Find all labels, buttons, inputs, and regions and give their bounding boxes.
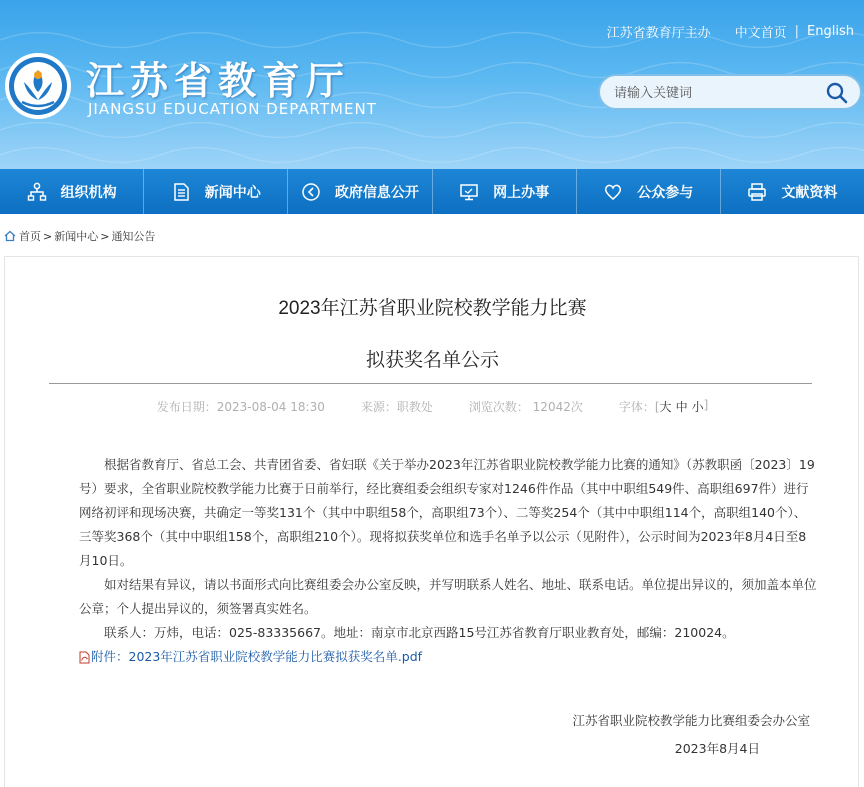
article-title-line1: 2023年江苏省职业院校教学能力比赛 — [278, 298, 587, 319]
pdf-file-icon — [79, 651, 90, 664]
heart-icon — [603, 182, 623, 202]
org-chart-icon — [27, 182, 47, 202]
nav-item-news[interactable] — [144, 169, 288, 214]
nav-item-label: 组织机构 — [60, 184, 117, 201]
chinese-home-link[interactable]: 中文首页 — [734, 26, 787, 41]
monitor-icon — [459, 182, 479, 202]
nav-item-organization[interactable] — [0, 169, 144, 214]
nav-item-online-services[interactable] — [433, 169, 577, 214]
breadcrumb-news-center[interactable]: 新闻中心 — [54, 230, 99, 243]
font-size-label: 字体：[ — [618, 400, 660, 414]
nav-item-label: 文献资料 — [781, 184, 838, 201]
breadcrumb — [4, 228, 155, 244]
title-divider — [49, 383, 812, 384]
top-links — [607, 22, 854, 41]
article-paragraph: 联系人：万炜，电话：025-83335667。地址：南京市北京西路15号江苏省教育厅职业教育处，邮编：210024。 — [79, 625, 735, 640]
font-size-large-button[interactable]: 大 — [659, 400, 672, 414]
nav-item-label: 政府信息公开 — [334, 184, 419, 201]
attachment-link[interactable] — [79, 645, 817, 669]
article-source: 来源：职教处 — [360, 400, 433, 414]
main-nav — [0, 169, 864, 214]
breadcrumb-home[interactable]: 首页 — [19, 230, 41, 243]
publish-date: 发布日期：2023-08-04 18:30 — [156, 400, 325, 414]
signature-date: 2023年8月4日 — [674, 741, 760, 756]
site-header — [0, 0, 864, 169]
search-input[interactable] — [614, 83, 814, 103]
article-meta — [5, 398, 860, 415]
nav-item-public-participation[interactable] — [577, 169, 721, 214]
home-icon — [4, 230, 16, 242]
breadcrumb-separator: > — [43, 229, 53, 243]
article-paragraph: 根据省教育厅、省总工会、共青团省委、省妇联《关于举办2023年江苏省职业院校教学能力比赛的通知》（苏教职函〔2023〕19号）要求，全省职业院校教学能力比赛于日前举行，经比赛组委会组织专家对1246件作品（其中中职组549件、高职组697件）进行网络初评和现场决赛，共确定一等奖131个（其中中职组58个，高职组73个）、二等奖254个（其中中职组114个，高职组140个）、三等奖368个（其中中职组158个，高职组210个）。现将拟获奖单位和选手名单予以公示（见附件），公示时间为2023年8月4日至8月10日。 — [79, 457, 815, 568]
site-logo-title[interactable]: 江苏省教育厅 — [86, 58, 351, 103]
font-size-small-button[interactable]: 小 — [691, 400, 704, 414]
search-icon[interactable] — [826, 82, 848, 104]
breadcrumb-separator: > — [100, 229, 110, 243]
english-link[interactable]: English — [807, 24, 854, 39]
lang-separator: | — [794, 24, 800, 39]
nav-item-documents[interactable] — [721, 169, 864, 214]
search-box — [598, 74, 862, 110]
attachment-link-text[interactable]: 附件：2023年江苏省职业院校教学能力比赛拟获奖名单.pdf — [91, 649, 423, 664]
article-body — [79, 453, 817, 669]
news-document-icon — [171, 182, 191, 202]
printer-icon — [747, 182, 767, 202]
nav-item-info-disclosure[interactable] — [288, 169, 432, 214]
font-size-bracket: ] — [703, 398, 709, 412]
nav-item-label: 新闻中心 — [204, 184, 261, 201]
font-size-medium-button[interactable]: 中 — [675, 400, 688, 414]
info-disclosure-icon — [301, 182, 321, 202]
view-count: 浏览次数： 12042次 — [468, 400, 583, 414]
jiangsu-education-emblem-icon[interactable] — [4, 52, 72, 120]
nav-item-label: 网上办事 — [493, 184, 550, 201]
breadcrumb-notices[interactable]: 通知公告 — [111, 230, 156, 243]
article-title-line2: 拟获奖名单公示 — [365, 350, 499, 371]
nav-item-label: 公众参与 — [637, 184, 694, 201]
host-label: 江苏省教育厅主办 — [606, 26, 711, 41]
article-paragraph: 如对结果有异议，请以书面形式向比赛组委会办公室反映，并写明联系人姓名、地址、联系电话。单位提出异议的，须加盖本单位公章；个人提出异议的，须签署真实姓名。 — [79, 577, 817, 616]
signature-organization: 江苏省职业院校教学能力比赛组委会办公室 — [572, 713, 810, 728]
article-container — [4, 256, 859, 787]
site-logo-subtitle: JIANGSU EDUCATION DEPARTMENT — [88, 100, 377, 118]
